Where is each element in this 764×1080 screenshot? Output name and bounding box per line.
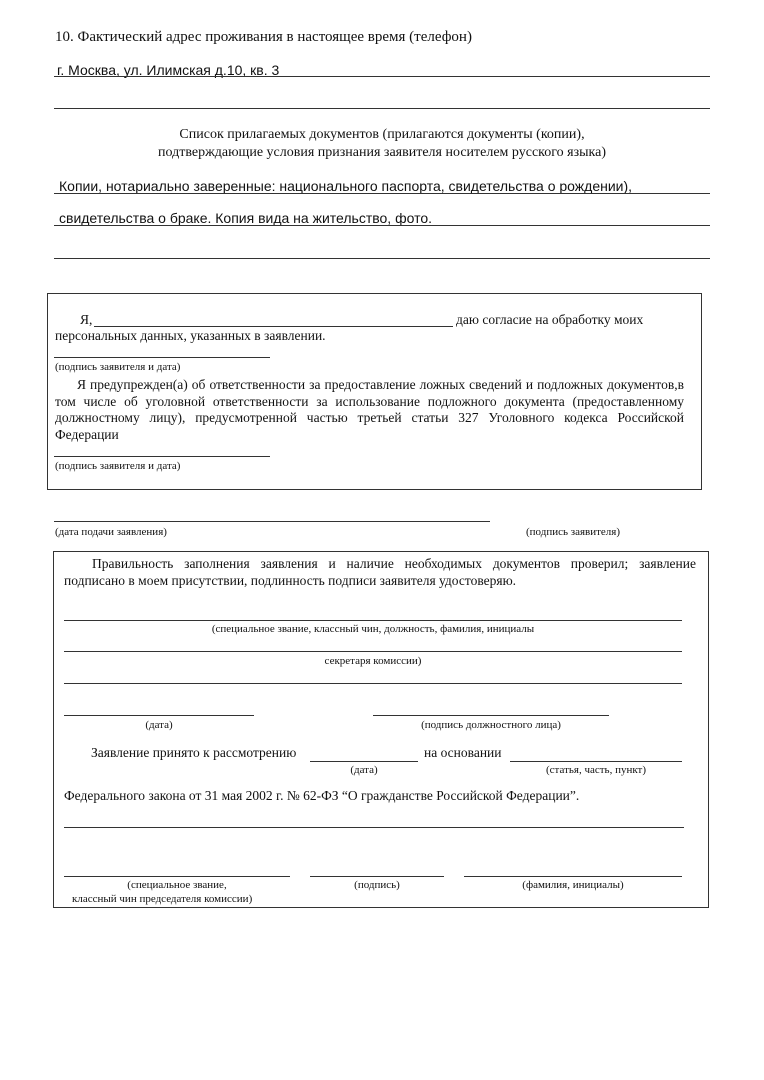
chair-name-line[interactable] [464, 876, 682, 877]
chair-sign-caption: (подпись) [354, 879, 400, 891]
chair-name-caption: (фамилия, инициалы) [522, 879, 624, 891]
documents-heading-line2: подтверждающие условия признания заявителя носителем русского языка) [158, 145, 606, 160]
rank-line[interactable] [64, 620, 682, 621]
verification-date-caption: (дата) [145, 719, 173, 731]
verification-text: Правильность заполнения заявления и наличие необходимых документов проверил; заявление подписано в моем присутствии, подлинность подписи заявителя удостоверяю. [64, 556, 696, 588]
documents-heading-line1: Список прилагаемых документов (прилагаются документы (копии), [179, 127, 585, 142]
official-sign-caption: (подпись должностного лица) [421, 719, 561, 731]
chair-rank-line[interactable] [64, 876, 290, 877]
chair-extra-line[interactable] [64, 827, 684, 828]
submission-date-caption: (дата подачи заявления) [55, 526, 167, 538]
documents-entry-line2[interactable]: свидетельства о браке. Копия вида на жительство, фото. [59, 210, 433, 226]
secretary-caption: секретаря комиссии) [324, 655, 422, 667]
documents-underline1 [54, 193, 710, 194]
article-line[interactable] [510, 761, 682, 762]
accepted-prefix: Заявление принято к рассмотрению [91, 745, 297, 760]
consent-ya: Я, [80, 312, 93, 327]
consent-name-field[interactable] [94, 326, 453, 327]
consent-sign-line[interactable] [54, 357, 270, 358]
consent-warning: Я предупрежден(а) об ответственности за предоставление ложных сведений и подложных документов,в том числе об уголовной ответственности за использование подложного документа (предоставленному должностному лицу), предусмотренной частью третьей статьи 327 Уголовного кодекса Российской Федерации [55, 377, 684, 442]
submission-sign-caption: (подпись заявителя) [526, 526, 621, 538]
chair-sign-line[interactable] [310, 876, 444, 877]
accepted-date-line[interactable] [310, 761, 418, 762]
law-text: Федерального закона от 31 мая 2002 г. № 62-ФЗ “О гражданстве Российской Федерации”. [64, 788, 580, 803]
documents-underline3 [54, 258, 710, 259]
secretary-line[interactable] [64, 651, 682, 652]
consent-text: даю согласие на обработку моих [456, 312, 644, 327]
documents-entry-line1[interactable]: Копии, нотариально заверенные: национального паспорта, свидетельства о рождении), [59, 178, 633, 194]
submission-date-line[interactable] [54, 521, 490, 522]
secretary-line2[interactable] [64, 683, 682, 684]
accepted-date-caption: (дата) [350, 764, 378, 776]
address-underline [54, 76, 710, 77]
consent-sign-caption: (подпись заявителя и дата) [55, 361, 181, 373]
item10-label: 10. Фактический адрес проживания в настоящее время (телефон) [55, 29, 472, 45]
consent-sign-caption2: (подпись заявителя и дата) [55, 460, 181, 472]
accepted-basis: на основании [424, 745, 502, 760]
consent-sign-line2[interactable] [54, 456, 270, 457]
rank-caption: (специальное звание, классный чин, должность, фамилия, инициалы [211, 623, 535, 635]
address-value[interactable]: г. Москва, ул. Илимская д.10, кв. 3 [57, 62, 280, 78]
article-caption: (статья, часть, пункт) [545, 764, 647, 776]
chair-rank-caption1: (специальное звание, [127, 879, 227, 891]
documents-underline2 [54, 225, 710, 226]
address-extra-line [54, 108, 710, 109]
official-sign-line[interactable] [373, 715, 609, 716]
verification-date-line[interactable] [64, 715, 254, 716]
consent-text2: персональных данных, указанных в заявлении. [55, 328, 326, 343]
chair-rank-caption2: классный чин председателя комиссии) [72, 893, 253, 905]
